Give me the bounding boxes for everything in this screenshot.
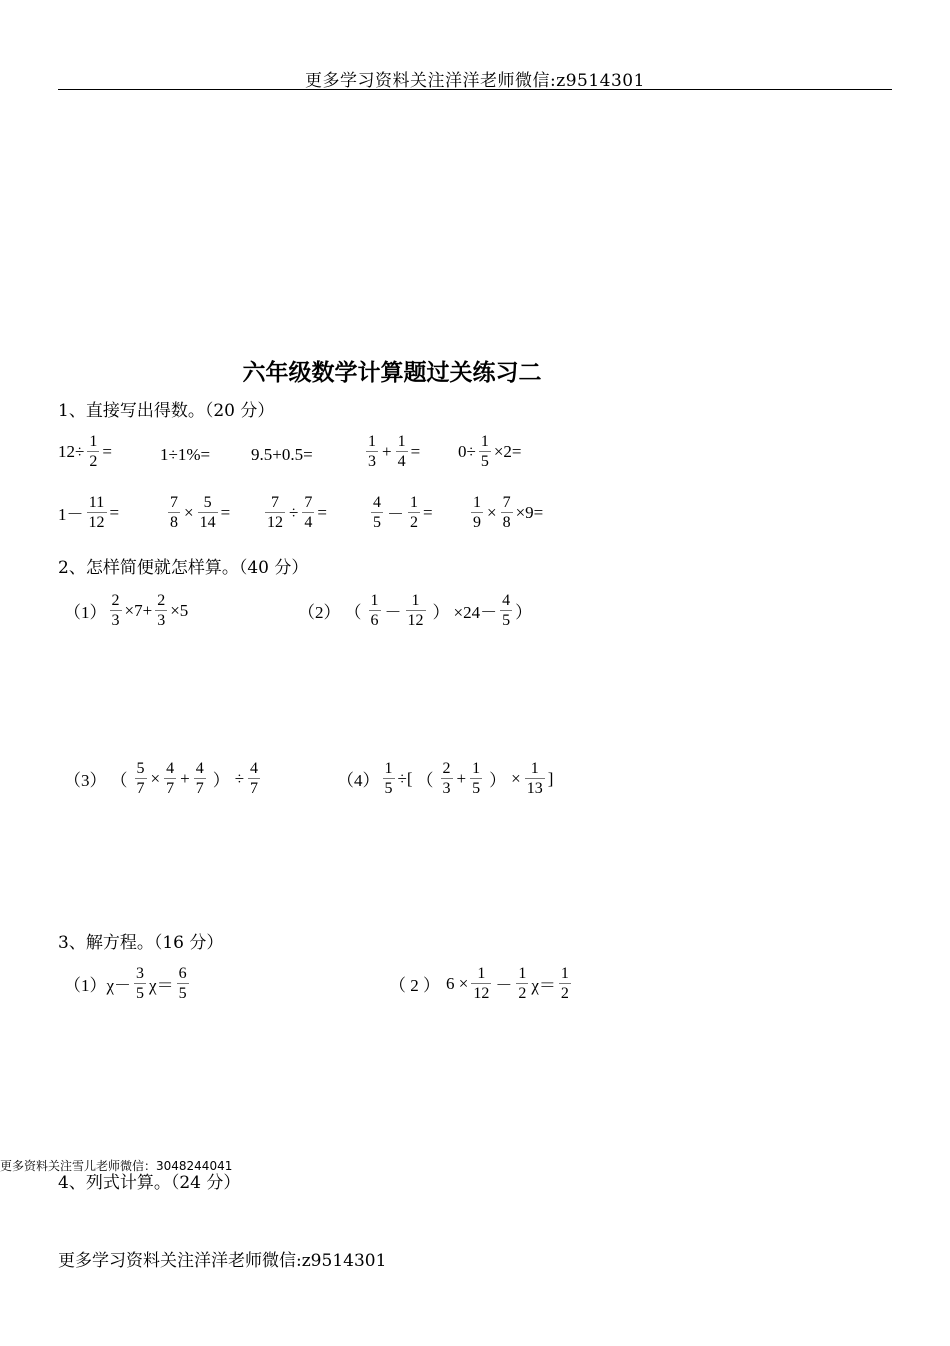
den: 12 (407, 612, 424, 629)
paren: ） (432, 603, 450, 622)
operator: × (184, 502, 194, 522)
num: 1 (472, 760, 481, 777)
den: 7 (250, 780, 259, 797)
fraction (559, 964, 571, 1003)
fraction (396, 432, 408, 471)
fraction (408, 493, 420, 532)
num: 1 (518, 965, 527, 982)
num: 1 (560, 965, 569, 982)
text: 12÷ (58, 441, 85, 461)
s1-r2-b (165, 493, 230, 532)
operator: × (511, 768, 521, 788)
s3-equation-2 (389, 964, 574, 1003)
den: 2 (410, 514, 418, 531)
den: 8 (170, 514, 178, 531)
paren: （ (110, 771, 128, 790)
fraction (501, 493, 513, 532)
num: 1 (368, 433, 376, 450)
fraction (194, 759, 206, 798)
fraction (516, 964, 528, 1003)
text: = (109, 502, 120, 522)
num: 1 (397, 433, 406, 450)
operator: + (180, 768, 190, 788)
problem-label: （2） (298, 603, 341, 622)
problem-label: （1） (64, 976, 107, 995)
den: 5 (178, 985, 187, 1002)
den: 5 (136, 985, 145, 1002)
side-watermark: 更多资料关注雪儿老师微信：3048244041 (0, 1159, 233, 1173)
fraction (470, 759, 482, 798)
den: 3 (368, 453, 376, 470)
s1-r1-a (58, 432, 112, 471)
num: 1 (473, 494, 481, 511)
den: 3 (111, 612, 120, 629)
text: 6 × (446, 973, 469, 993)
den: 6 (370, 612, 379, 629)
text: 0÷ (458, 441, 476, 461)
paren: ） (489, 771, 507, 790)
num: 4 (502, 592, 511, 609)
fraction (525, 759, 545, 798)
problem-label: （3） (64, 771, 107, 790)
num: 2 (442, 760, 451, 777)
operator: + (382, 441, 392, 461)
den: 4 (304, 514, 313, 531)
num: 7 (271, 494, 279, 511)
num: 1 (477, 965, 486, 982)
s2-problem-3 (64, 759, 263, 798)
fraction (87, 432, 99, 471)
fraction (135, 759, 147, 798)
s1-r2-e (468, 493, 543, 532)
num: 4 (250, 760, 259, 777)
fraction (87, 493, 107, 532)
den: 5 (502, 612, 511, 629)
paren: （ (344, 603, 362, 622)
operator: × (150, 768, 161, 788)
text: = (220, 502, 231, 522)
fraction (134, 964, 146, 1003)
paren: ） (212, 771, 230, 790)
den: 2 (89, 453, 98, 470)
s1-r2-d (368, 493, 433, 532)
operator: － (387, 505, 404, 524)
fraction (248, 759, 260, 798)
text: = (410, 441, 421, 461)
num: 2 (111, 592, 120, 609)
text: = (423, 502, 433, 522)
fraction (198, 493, 218, 532)
fraction (168, 493, 180, 532)
s1-r1-e (458, 432, 522, 471)
fraction (155, 591, 167, 630)
num: 1 (370, 592, 379, 609)
header-rule (58, 89, 892, 90)
paren: （ (416, 771, 434, 790)
den: 7 (166, 780, 175, 797)
fraction (383, 759, 395, 798)
fraction (471, 964, 491, 1003)
problem-label: （4） (337, 771, 380, 790)
den: 7 (195, 780, 204, 797)
num: 7 (170, 494, 178, 511)
den: 2 (518, 985, 527, 1002)
num: 1 (411, 592, 420, 609)
num: 4 (373, 494, 381, 511)
s1-r1-d (363, 432, 420, 471)
text: = (102, 441, 112, 461)
text: 9.5+0.5= (251, 445, 313, 464)
operator: ÷ (289, 502, 299, 522)
text: ×24－ (453, 603, 498, 622)
den: 12 (473, 985, 490, 1002)
num: 2 (157, 592, 166, 609)
operator: × (487, 502, 497, 522)
den: 5 (480, 453, 489, 470)
den: 7 (136, 780, 145, 797)
s2-problem-1 (64, 591, 188, 630)
num: 6 (178, 965, 187, 982)
num: 11 (88, 494, 105, 511)
num: 7 (502, 494, 511, 511)
s2-problem-4 (337, 759, 553, 798)
den: 12 (88, 514, 105, 531)
section2-heading: 2、怎样简便就怎样算。（40 分） (58, 558, 309, 578)
den: 5 (384, 780, 393, 797)
fraction (500, 591, 512, 630)
fraction (177, 964, 189, 1003)
text: = (317, 502, 327, 522)
text: χ－ (106, 976, 132, 995)
num: 5 (136, 760, 145, 777)
section1-heading: 1、直接写出得数。（20 分） (58, 401, 275, 421)
den: 14 (199, 514, 216, 531)
operator: ÷ (234, 768, 245, 788)
den: 8 (502, 514, 511, 531)
num: 1 (410, 494, 418, 511)
den: 13 (526, 780, 543, 797)
fraction (302, 493, 314, 532)
operator: － (495, 976, 513, 995)
section3-heading: 3、解方程。（16 分） (58, 933, 224, 953)
num: 1 (530, 760, 539, 777)
s1-r2-a (58, 493, 119, 532)
fraction (441, 759, 453, 798)
num: 4 (166, 760, 175, 777)
text: ×2= (493, 441, 522, 461)
text: χ＝ (149, 976, 174, 995)
text: ÷[ (397, 768, 413, 788)
den: 3 (157, 612, 166, 629)
num: 1 (384, 760, 393, 777)
fraction (479, 432, 491, 471)
fraction (371, 493, 383, 532)
header-watermark: 更多学习资料关注洋洋老师微信:z9514301 (305, 71, 645, 91)
s1-r1-b (160, 445, 210, 465)
num: 1 (89, 433, 98, 450)
num: 7 (304, 494, 313, 511)
s1-r1-c (251, 445, 313, 465)
den: 5 (373, 514, 381, 531)
fraction (406, 591, 426, 630)
fraction (265, 493, 285, 532)
fraction (164, 759, 176, 798)
footer-watermark: 更多学习资料关注洋洋老师微信:z9514301 (58, 1251, 387, 1271)
text: ×5 (170, 600, 189, 620)
page-title: 六年级数学计算题过关练习二 (242, 360, 542, 386)
problem-label: （1） (64, 603, 107, 622)
text: χ＝ (531, 976, 556, 995)
num: 5 (203, 494, 212, 511)
den: 12 (267, 514, 283, 531)
num: 4 (195, 760, 204, 777)
num: 3 (136, 965, 145, 982)
s3-equation-1 (64, 964, 192, 1003)
num: 1 (480, 433, 489, 450)
text: ] (547, 768, 554, 788)
section4-heading: 4、列式计算。（24 分） (58, 1173, 241, 1193)
s2-problem-2 (298, 591, 532, 630)
problem-label: （ 2 ） (389, 976, 440, 995)
den: 9 (473, 514, 481, 531)
text: 1÷1%= (160, 445, 211, 464)
fraction (110, 591, 122, 630)
text: ） (515, 603, 533, 622)
operator: － (384, 603, 402, 622)
text: ×7+ (124, 600, 153, 620)
fraction (471, 493, 483, 532)
den: 5 (472, 780, 481, 797)
s1-r2-c (262, 493, 327, 532)
fraction (369, 591, 381, 630)
den: 3 (442, 780, 451, 797)
operator: + (456, 768, 467, 788)
fraction (366, 432, 378, 471)
den: 2 (560, 985, 569, 1002)
text: 1－ (58, 505, 84, 524)
text: ×9= (515, 502, 544, 522)
den: 4 (397, 453, 406, 470)
